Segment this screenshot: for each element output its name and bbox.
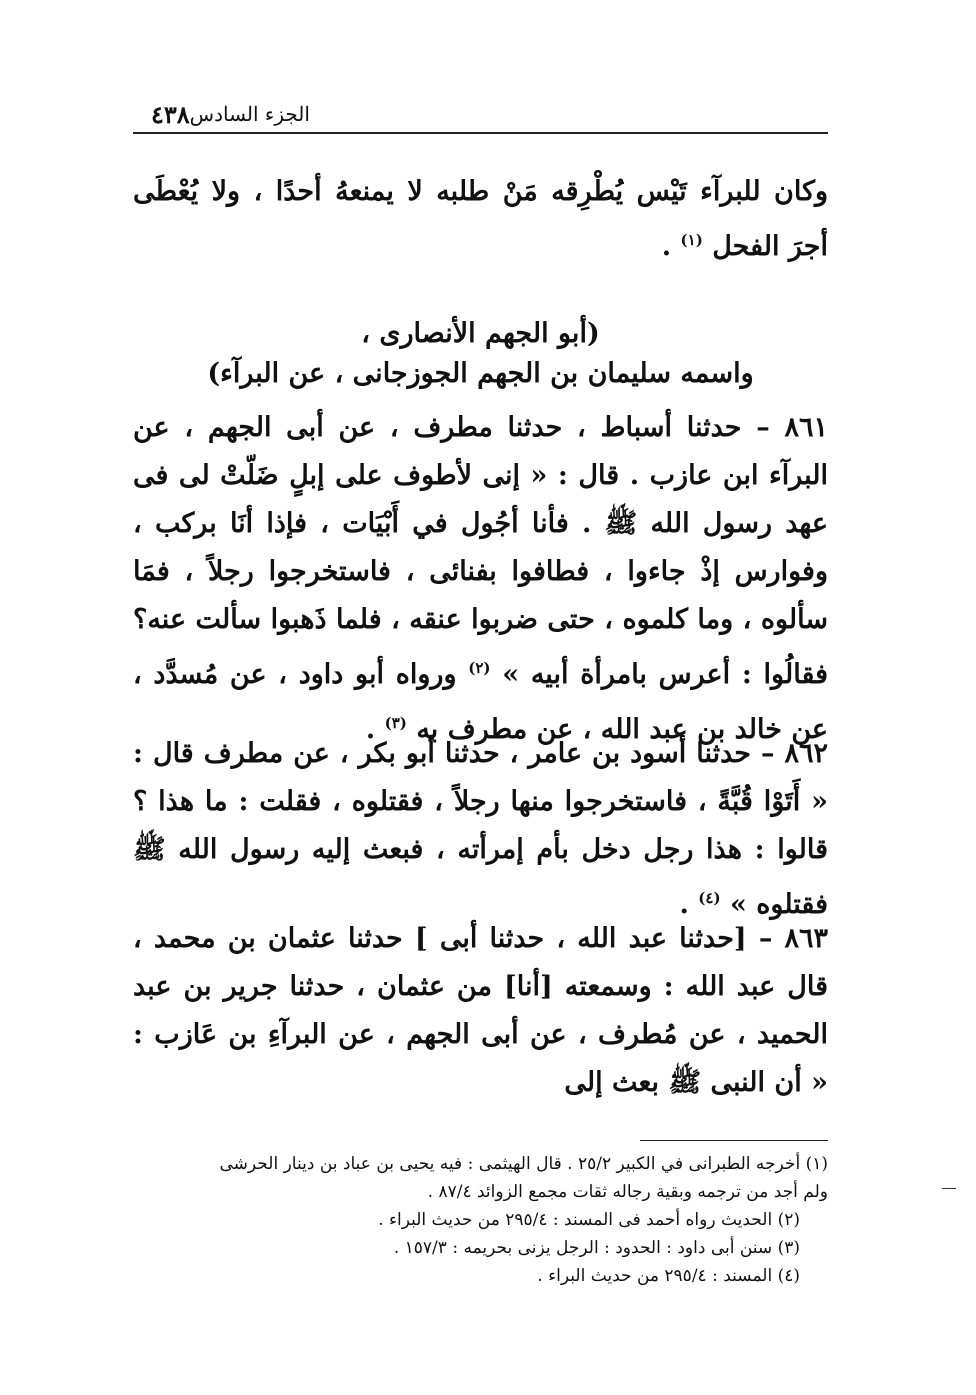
footnote-separator — [640, 1140, 828, 1141]
page-header — [133, 96, 828, 134]
footnote-ref-2: (٢) — [468, 659, 491, 677]
footnote-4: (٤) المسند : ٢٩٥/٤ من حديث البراء . — [537, 1266, 800, 1286]
hadith-861-text: ٨٦١ – حدثنا أسباط ، حدثنا مطرف ، عن أبى الجهم ، عن البرآء ابن عازب . قال : « إنى لأطوف على إبلٍ ضَلّتْ لى فى عهد رسول الله ﷺ . فأنا أجُول في أَبْيَات ، فإذا أنَا بركب ، وفوارس إذْ جاءوا ، فطافوا بفنائى ، فاستخرجوا رجلاً ، فمَا سألوه ، وما كلموه ، حتى ضربوا عنقه ، فلما ذَهبوا سألت عنه؟ فقالُوا : أعرس بامرأة أبيه » — [133, 412, 829, 690]
intro-end: . — [661, 231, 672, 262]
footnote-1-continued: ولم أجد من ترجمه وبقية رجاله ثقات مجمع الزوائد ٨٧/٤ . — [427, 1182, 828, 1202]
footnote-ref-4: (٤) — [698, 889, 721, 907]
footnote-ref-1: (١) — [680, 231, 703, 249]
section-heading-line-2: واسمه سليمان بن الجهم الجوزجانى ، عن البرآء) — [207, 358, 754, 389]
intro-paragraph — [133, 168, 828, 271]
running-title: الجزء السادس — [189, 102, 310, 126]
hadith-861-end: . — [365, 714, 376, 745]
footnote-1: (١) أخرجه الطبرانى في الكبير ٢٥/٢ . قال الهيثمى : فيه يحيى بن عباد بن دينار الحرشى — [219, 1154, 828, 1174]
hadith-862-text: ٨٦٢ – حدثنا أسود بن عامر ، حدثنا أبو بكر ، عن مطرف قال : « أَتَوْا قُبَّةً ، فاستخرجوا منها رجلاً ، فقتلوه ، فقلت : ما هذا ؟ قالوا : هذا رجل دخل بأم إمرأته ، فبعث إليه رسول الله ﷺ فقتلوه » — [133, 738, 828, 920]
hadith-863-text: ٨٦٣ – [حدثنا عبد الله ، حدثنا أبى ] حدثنا عثمان بن محمد ، قال عبد الله : وسمعته [أنا] من عثمان ، حدثنا جرير بن عبد الحميد ، عن مُطرف ، عن أبى الجهم ، عن البرآءِ بن عَازب : « أن النبى ﷺ بعث إلى — [133, 923, 828, 1098]
hadith-861-continuation: ورواه أبو داود ، عن مُسدَّد ، عن خالد بن عبد الله ، عن مطرف به — [133, 659, 828, 745]
hadith-862-end: . — [679, 889, 689, 920]
hadith-862 — [133, 730, 828, 929]
section-heading-line-1: (أبو الجهم الأنصارى ، — [361, 318, 600, 349]
hadith-861 — [133, 404, 828, 754]
footnote-3: (٣) سنن أبى داود : الحدود : الرجل يزنى بحريمه : ١٥٧/٣ . — [393, 1238, 800, 1258]
footnote-ref-3: (٣) — [384, 714, 407, 732]
footnote-2: (٢) الحديث رواه أحمد فى المسند : ٢٩٥/٤ من حديث البراء . — [378, 1210, 800, 1230]
intro-text: وكان للبرآء تَيْس يُطْرِقه مَنْ طلبه لا يمنعهُ أحدًا ، ولا يُعْطَى أجرَ الفحل — [133, 176, 828, 262]
page-number: ٤٣٨ — [151, 99, 190, 129]
margin-mark — [942, 1188, 956, 1189]
footnotes — [133, 1150, 828, 1290]
hadith-863 — [133, 915, 828, 1107]
